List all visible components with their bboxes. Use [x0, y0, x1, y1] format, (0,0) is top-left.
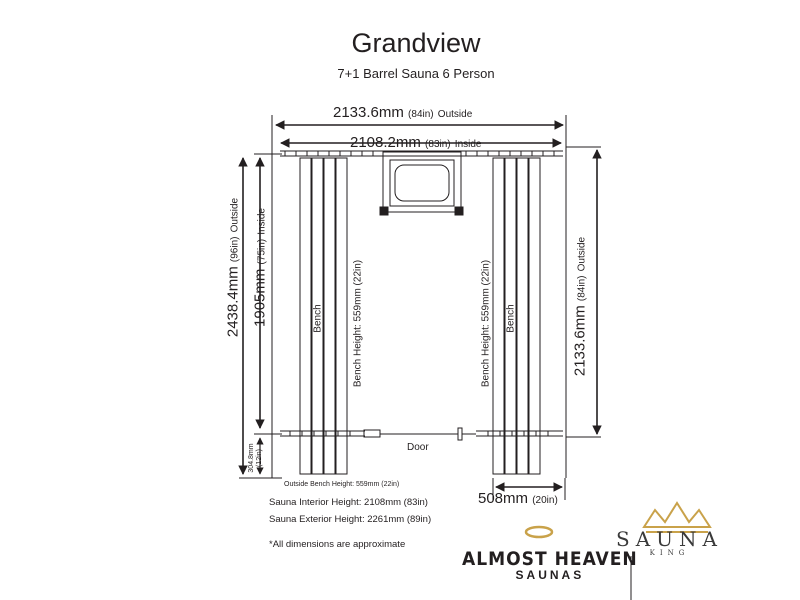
- right-bench-slats: [493, 158, 540, 474]
- outside-width-label: 2133.6mm (84in) Outside: [333, 104, 473, 121]
- exterior-height-note: Sauna Exterior Height: 2261mm (89in): [269, 514, 432, 525]
- sauna-heater: [380, 152, 463, 215]
- diagram-title: Grandview: [351, 28, 481, 58]
- diagram-subtitle: 7+1 Barrel Sauna 6 Person: [337, 66, 495, 81]
- outside-depth-left-label: 2438.4mm (96in) Outside: [224, 197, 242, 338]
- bench-height-label-right: Bench Height: 559mm (22in): [480, 259, 492, 388]
- inside-depth-label: 1905mm (75in) Inside: [251, 208, 269, 327]
- bench-label-left: Bench: [312, 304, 324, 333]
- almost-heaven-name: ALMOST HEAVEN: [462, 548, 638, 570]
- sauna-king-name: SAUNA: [616, 527, 723, 551]
- left-bench-slats: [300, 158, 347, 474]
- bench-label-right: Bench: [505, 304, 517, 333]
- almost-heaven-logo: [462, 548, 638, 582]
- door-opening: [364, 428, 476, 440]
- sauna-king-logo: [616, 503, 723, 557]
- bench-width-label: 508mm (20in): [478, 490, 558, 507]
- almost-heaven-halo-icon: [526, 527, 552, 537]
- bench-height-label-left: Bench Height: 559mm (22in): [352, 259, 364, 388]
- outside-depth-right-label: 2133.6mm (84in) Outside: [571, 236, 589, 377]
- dimensions-disclaimer: *All dimensions are approximate: [269, 539, 406, 550]
- door-label: Door: [407, 442, 429, 453]
- outside-bench-height-label: Outside Bench Height: 559mm (22in): [284, 481, 400, 488]
- sauna-king-sub: KING: [649, 549, 690, 557]
- almost-heaven-sub: SAUNAS: [515, 568, 585, 582]
- porch-depth-label: 304.8mm (12in): [248, 443, 263, 473]
- inside-width-label: 2108.2mm (83in) Inside: [350, 134, 482, 151]
- interior-height-note: Sauna Interior Height: 2108mm (83in): [269, 497, 428, 508]
